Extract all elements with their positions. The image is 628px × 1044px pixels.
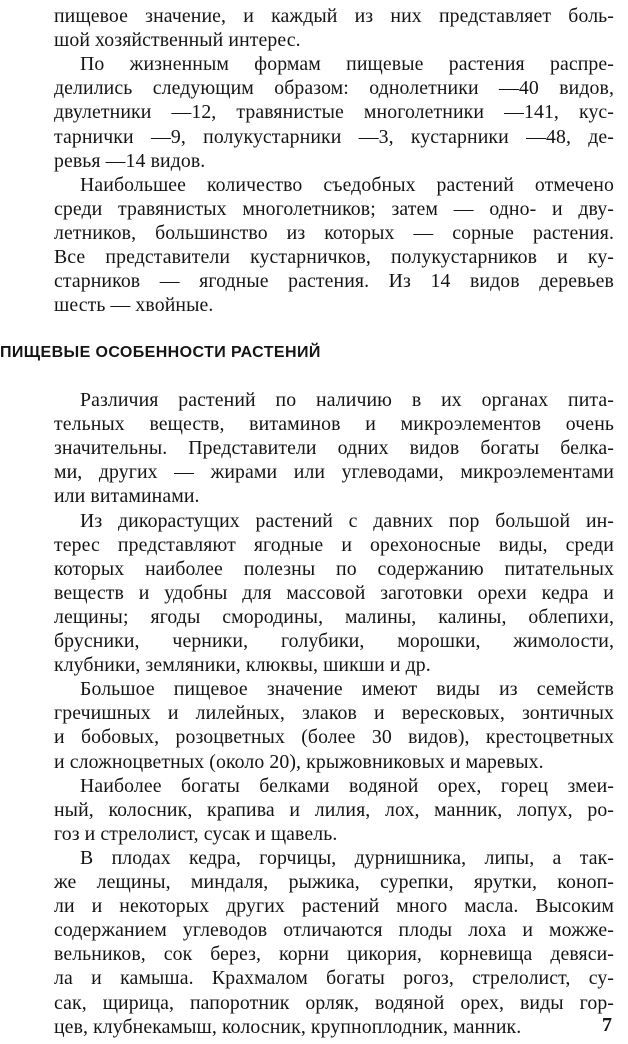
text-line: летников, большинство из которых — сорные растения. bbox=[54, 221, 614, 244]
page-number: 7 bbox=[602, 1014, 612, 1036]
text-line: пищевое значение, и каждый из них представляет боль- bbox=[54, 5, 614, 27]
text-line: шесть — хвойные. bbox=[54, 294, 214, 317]
text-line: среди травянистых многолетников; затем — одно- и дву- bbox=[54, 197, 614, 220]
text-line: ла и камыша. Крахмалом богаты рогоз, стрелолист, су- bbox=[54, 967, 614, 990]
text-line: же лещины, миндаля, рыжика, сурепки, ярутки, коноп- bbox=[54, 871, 614, 893]
text-line: Наиболее богаты белками водяной орех, горец змеи- bbox=[80, 774, 614, 797]
text-line: сак, щирица, папоротник орляк, водяной орех, виды гор- bbox=[54, 991, 614, 1014]
text-line: ный, колосник, крапива и лилия, лох, манник, лопух, ро- bbox=[54, 798, 614, 821]
text-line: По жизненным формам пищевые растения распре- bbox=[80, 53, 614, 76]
text-line: и сложноцветных (около 20), крыжовниковых и маревых. bbox=[54, 750, 544, 773]
text-line: брусники, черники, голубики, морошки, жимолости, bbox=[54, 630, 614, 652]
text-line: ми, других — жирами или углеводами, микроэлементами bbox=[54, 461, 614, 484]
text-line: Большое пищевое значение имеют виды из семейств bbox=[80, 678, 614, 701]
text-line: Из дикорастущих растений с давних пор большой ин- bbox=[80, 509, 614, 532]
text-line: веществ и удобны для массовой заготовки орехи кедра и bbox=[54, 581, 614, 604]
text-line: гречишных и лилейных, злаков и вересковых, зонтичных bbox=[54, 702, 614, 725]
text-line: тарнички —9, полукустарники —3, кустарники —48, де- bbox=[54, 125, 614, 148]
text-line: содержанием углеводов отличаются плоды лоха и можже- bbox=[54, 919, 614, 942]
text-line: Все представители кустарничков, полукустарников и ку- bbox=[54, 246, 614, 268]
text-line: ли и некоторых других растений много масла. Высоким bbox=[54, 895, 614, 918]
text-line: В плодах кедра, горчицы, дурнишника, липы, а так- bbox=[80, 846, 614, 869]
text-line: делились следующим образом: однолетники —40 видов, bbox=[54, 77, 614, 100]
text-line: старников — ягодные растения. Из 14 видов деревьев bbox=[54, 270, 614, 293]
text-line: и бобовых, розоцветных (более 30 видов), крестоцветных bbox=[54, 726, 614, 749]
text-line: Наибольшее количество съедобных растений отмечено bbox=[80, 173, 614, 196]
text-line: которых наиболее полезны по содержанию питательных bbox=[54, 557, 614, 580]
section-heading: ПИЩЕВЫЕ ОСОБЕННОСТИ РАСТЕНИЙ bbox=[0, 344, 321, 361]
text-line: лещины; ягоды смородины, малины, калины, облепихи, bbox=[54, 605, 614, 628]
text-line: значительны. Представители одних видов богаты белка- bbox=[54, 437, 614, 460]
text-line: тельных веществ, витаминов и микроэлементов очень bbox=[54, 413, 614, 436]
text-line: гоз и стрелолист, сусак и щавель. bbox=[54, 822, 338, 845]
text-line: цев, клубнекамыш, колосник, крупноплодник, манник. bbox=[54, 1015, 522, 1038]
text-line: терес представляют ягодные и орехоносные виды, среди bbox=[54, 533, 614, 556]
text-line: шой хозяйственный интерес. bbox=[54, 29, 301, 52]
text-line: или витаминами. bbox=[54, 485, 200, 508]
text-line: вельников, сок берез, корни цикория, корневища девяси- bbox=[54, 943, 614, 966]
text-line: ревья —14 видов. bbox=[54, 149, 206, 172]
text-line: Различия растений по наличию в их органах пита- bbox=[80, 389, 614, 411]
text-line: клубники, земляники, клюквы, шикши и др. bbox=[54, 654, 431, 677]
text-line: двулетники —12, травянистые многолетники —141, кус- bbox=[54, 101, 614, 124]
